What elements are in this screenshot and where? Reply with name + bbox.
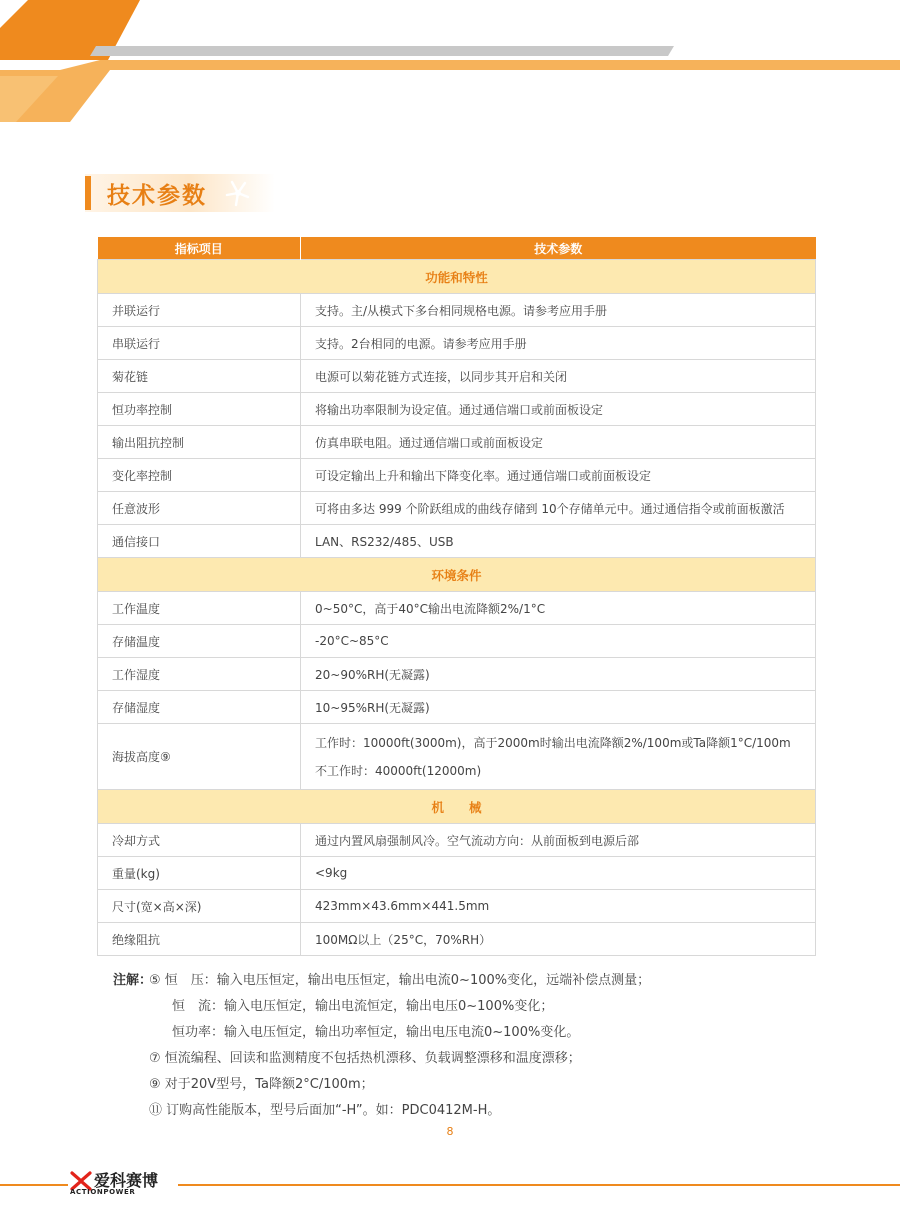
row-label: 存储温度 xyxy=(98,625,301,658)
row-label: 尺寸(宽×高×深) xyxy=(98,890,301,923)
row-label: 冷却方式 xyxy=(98,824,301,857)
row-value-line: 不工作时：40000ft(12000m) xyxy=(315,763,482,778)
header-item: 指标项目 xyxy=(98,237,301,260)
section-row-mechanical xyxy=(98,790,816,824)
row-label: 恒功率控制 xyxy=(98,393,301,426)
row-label: 工作温度 xyxy=(98,592,301,625)
row-value: 电源可以菊花链方式连接，以同步其开启和关闭 xyxy=(301,360,816,393)
table-row xyxy=(98,890,816,923)
table-row xyxy=(98,824,816,857)
row-value: 将输出功率限制为设定值。通过通信端口或前面板设定 xyxy=(301,393,816,426)
table-row xyxy=(98,426,816,459)
table-row xyxy=(98,393,816,426)
brand-name-en: ACTIONPOWER xyxy=(70,1188,136,1196)
row-label: 任意波形 xyxy=(98,492,301,525)
table-row xyxy=(98,294,816,327)
note-line: ⑤ 恒 压：输入电压恒定，输出电压恒定，输出电流0~100%变化，远端补偿点测量； xyxy=(149,973,651,988)
flower-icon xyxy=(223,178,253,208)
page-title: 技术参数 xyxy=(107,183,207,209)
row-value: 通过内置风扇强制风冷。空气流动方向：从前面板到电源后部 xyxy=(301,824,816,857)
header-stripe-light xyxy=(0,60,900,122)
row-value: 0~50°C，高于40°C输出电流降额2%/1°C xyxy=(301,592,816,625)
footer-line-right xyxy=(178,1184,900,1186)
table-row xyxy=(98,625,816,658)
table-row xyxy=(98,857,816,890)
row-value: -20°C~85°C xyxy=(301,625,816,658)
table-row xyxy=(98,492,816,525)
row-label: 海拔高度⑨ xyxy=(98,724,301,790)
table-row xyxy=(98,691,816,724)
brand-name-cn: 爱科赛博 xyxy=(94,1171,159,1190)
row-label: 并联运行 xyxy=(98,294,301,327)
table-row xyxy=(98,327,816,360)
table-row xyxy=(98,525,816,558)
row-label: 存储湿度 xyxy=(98,691,301,724)
row-label: 变化率控制 xyxy=(98,459,301,492)
row-label: 绝缘阻抗 xyxy=(98,923,301,956)
section-row-environment xyxy=(98,558,816,592)
row-value: 仿真串联电阻。通过通信端口或前面板设定 xyxy=(301,426,816,459)
row-value: 可将由多达 999 个阶跃组成的曲线存储到 10个存储单元中。通过通信指令或前面板激活 xyxy=(301,492,816,525)
row-value: 100MΩ以上（25°C，70%RH） xyxy=(301,923,816,956)
table-row xyxy=(98,923,816,956)
row-label: 串联运行 xyxy=(98,327,301,360)
page-number: 8 xyxy=(446,1125,454,1138)
row-value: <9kg xyxy=(301,857,816,890)
table-row xyxy=(98,592,816,625)
row-label: 工作湿度 xyxy=(98,658,301,691)
section-title-features: 功能和特性 xyxy=(98,260,816,294)
note-line: ⑨ 对于20V型号，Ta降额2°C/100m； xyxy=(149,1077,374,1092)
section-title-mechanical: 机 械 xyxy=(98,790,816,824)
header-spec: 技术参数 xyxy=(301,237,816,260)
section-title xyxy=(85,174,275,212)
title-accent-bar xyxy=(85,176,91,210)
notes-heading: 注解： xyxy=(113,973,153,988)
note-line: 恒功率：输入电压恒定，输出功率恒定，输出电压电流0~100%变化。 xyxy=(172,1025,580,1040)
row-value: 支持。2台相同的电源。请参考应用手册 xyxy=(301,327,816,360)
table-row xyxy=(98,360,816,393)
row-value-line: 工作时：10000ft(3000m)，高于2000m时输出电流降额2%/100m或Ta降额1°C/100m xyxy=(315,735,791,750)
row-value xyxy=(301,724,816,790)
row-value: 423mm×43.6mm×441.5mm xyxy=(301,890,816,923)
table-header-row xyxy=(98,237,816,260)
header-stripe-gray xyxy=(90,46,674,56)
row-value: 可设定输出上升和输出下降变化率。通过通信端口或前面板设定 xyxy=(301,459,816,492)
row-label: 输出阻抗控制 xyxy=(98,426,301,459)
header-decoration xyxy=(0,0,900,130)
row-label: 通信接口 xyxy=(98,525,301,558)
table-row xyxy=(98,459,816,492)
row-label: 菊花链 xyxy=(98,360,301,393)
table-row xyxy=(98,724,816,790)
footer-line-left xyxy=(0,1184,68,1186)
note-line: ⑪ 订购高性能版本，型号后面加“-H”。如：PDC0412M-H。 xyxy=(149,1103,501,1118)
row-value: LAN、RS232/485、USB xyxy=(301,525,816,558)
note-line: 恒 流：输入电压恒定，输出电流恒定，输出电压0~100%变化； xyxy=(172,999,554,1014)
note-line: ⑦ 恒流编程、回读和监测精度不包括热机漂移、负载调整漂移和温度漂移； xyxy=(149,1051,581,1066)
section-row-features xyxy=(98,260,816,294)
brand-logo xyxy=(70,1168,174,1200)
row-value: 20~90%RH(无凝露) xyxy=(301,658,816,691)
section-title-environment: 环境条件 xyxy=(98,558,816,592)
row-value: 支持。主/从模式下多台相同规格电源。请参考应用手册 xyxy=(301,294,816,327)
row-value: 10~95%RH(无凝露) xyxy=(301,691,816,724)
spec-table xyxy=(97,237,816,956)
row-label: 重量(kg) xyxy=(98,857,301,890)
table-row xyxy=(98,658,816,691)
